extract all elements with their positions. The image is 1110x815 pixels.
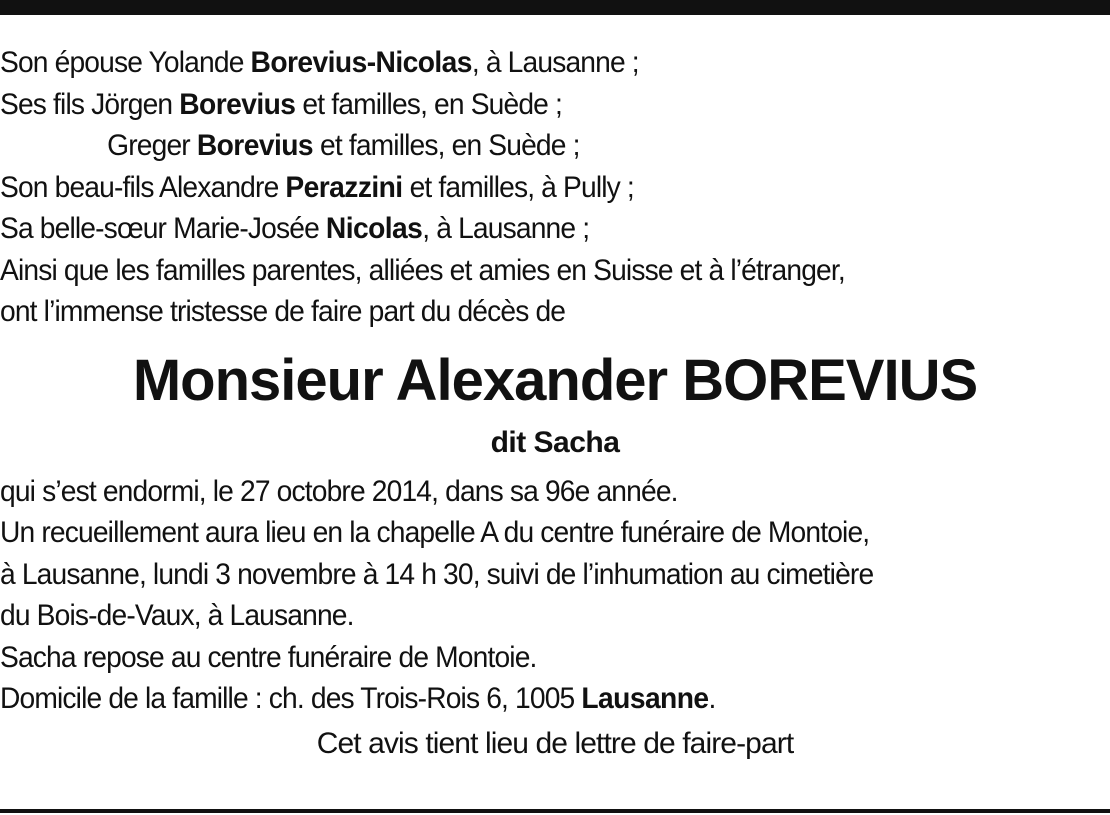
closing-note: Cet avis tient lieu de lettre de faire-part: [316, 726, 794, 760]
son1-location: et familles, en Suède ;: [295, 87, 563, 121]
sisterinlaw-line: [0, 208, 1043, 250]
son1-text: Ses fils Jörgen: [0, 87, 180, 121]
son2-line: [0, 125, 1043, 167]
details-block: [0, 471, 1110, 720]
rest-line: Sacha repose au centre funéraire de Montoie.: [0, 640, 537, 674]
sisterinlaw-text: Sa belle-sœur Marie-Josée: [0, 212, 326, 245]
son1-line: [0, 84, 1043, 126]
stepson-line: [0, 167, 1043, 209]
announcement-line: ont l’immense tristesse de faire part du décès de: [0, 295, 566, 328]
wife-location: , à Lausanne ;: [471, 46, 639, 79]
passing-line: qui s’est endormi, le 27 octobre 2014, dans sa 96e année.: [0, 474, 678, 508]
top-rule: [0, 0, 1110, 15]
deceased-name: Monsieur Alexander BOREVIUS: [132, 347, 978, 413]
wife-line: [0, 42, 1043, 84]
obituary-notice: [0, 42, 1110, 766]
domicile-city: Lausanne: [581, 682, 709, 715]
bottom-rule: [0, 809, 1110, 813]
sisterinlaw-location: , à Lausanne ;: [422, 212, 590, 245]
deceased-nickname: dit Sacha: [490, 425, 620, 459]
ceremony-line-2: à Lausanne, lundi 3 novembre à 14 h 30, suivi de l’inhumation au cimetière: [0, 557, 874, 591]
son2-location: et familles, en Suède ;: [313, 129, 580, 162]
domicile-line: [0, 678, 1043, 720]
stepson-location: et familles, à Pully ;: [402, 170, 634, 204]
wife-text: Son épouse Yolande: [0, 46, 251, 79]
wife-surname: Borevius-Nicolas: [250, 46, 472, 79]
son1-surname: Borevius: [179, 87, 296, 121]
relatives-line: Ainsi que les familles parentes, alliées et amies en Suisse et à l’étranger,: [0, 253, 845, 287]
sisterinlaw-surname: Nicolas: [325, 212, 423, 245]
stepson-text: Son beau-fils Alexandre: [0, 170, 286, 204]
domicile-period: .: [708, 682, 716, 715]
domicile-address: Domicile de la famille : ch. des Trois-Rois 6, 1005: [0, 682, 582, 715]
son2-surname: Borevius: [196, 129, 314, 162]
ceremony-line-1: Un recueillement aura lieu en la chapelle A du centre funéraire de Montoie,: [0, 516, 870, 549]
son2-text: Greger: [107, 129, 197, 162]
ceremony-line-3: du Bois-de-Vaux, à Lausanne.: [0, 599, 354, 632]
stepson-surname: Perazzini: [285, 170, 403, 204]
